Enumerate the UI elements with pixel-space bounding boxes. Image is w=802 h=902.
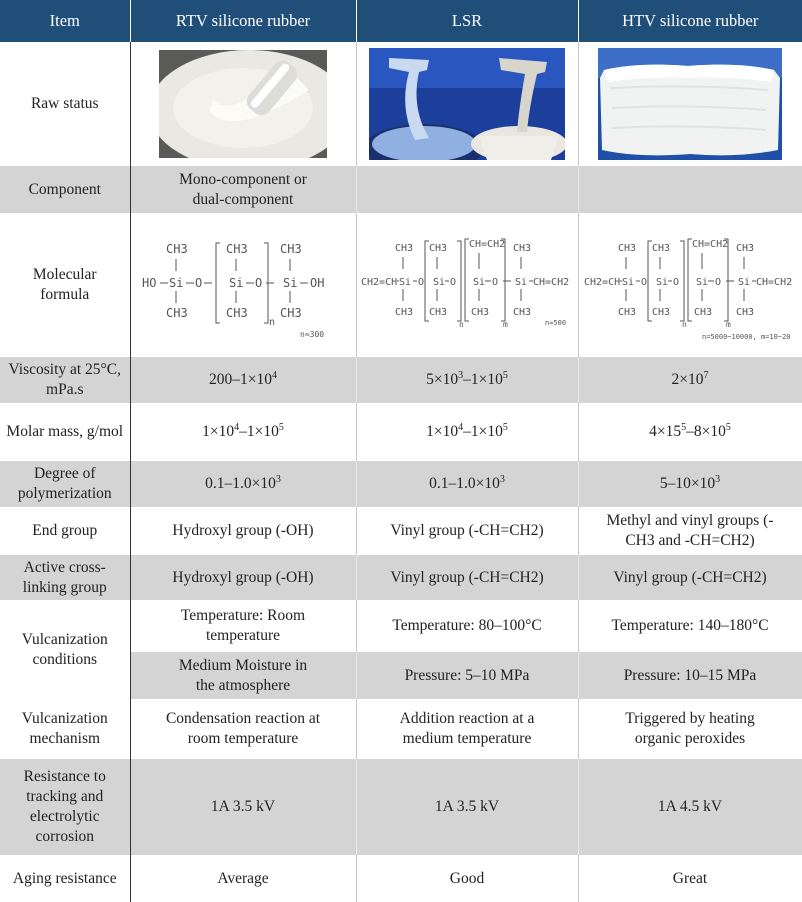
lsr-raw-image [356, 42, 578, 166]
htv-vulc-temperature: Temperature: 140–180°C [578, 600, 802, 652]
lsr-aging: Good [356, 855, 578, 902]
lsr-vulc-mechanism: Addition reaction at a medium temperature [356, 699, 578, 759]
lsr-polymerization: $0.1-1.0\times 10^3$ [356, 461, 578, 507]
rtv-aging: Average [130, 855, 356, 902]
svg-text:CH3: CH3 [694, 307, 713, 318]
rtv-polymerization: $0.1-1.0\times 10^3$ [130, 461, 356, 507]
header-lsr: LSR [356, 0, 578, 42]
svg-text:Si: Si [399, 277, 412, 288]
row-molecular [0, 213, 802, 357]
svg-text:n=5000~10000, m=10~20: n=5000~10000, m=10~20 [702, 333, 791, 341]
header-htv: HTV silicone rubber [578, 0, 802, 42]
item-polymerization: Degree of polymerization [0, 461, 130, 507]
row-aging [0, 855, 802, 902]
item-component: Component [0, 166, 130, 213]
item-molar-mass: Molar mass, g/mol [0, 403, 130, 461]
lsr-molecular [356, 213, 578, 357]
htv-molecular [578, 213, 802, 357]
svg-text:CH3: CH3 [429, 243, 448, 254]
lsr-tracking: 1A 3.5 kV [356, 759, 578, 855]
rtv-molecular-formula [140, 225, 346, 345]
htv-polymerization: $5-10\times 10^3$ [578, 461, 802, 507]
svg-text:Si: Si [738, 277, 751, 288]
row-active-group [0, 555, 802, 600]
svg-text:CH3: CH3 [166, 306, 188, 320]
svg-text:CH3: CH3 [736, 307, 755, 318]
svg-text:n: n [459, 320, 464, 329]
svg-text:n≈300: n≈300 [300, 330, 325, 339]
lsr-viscosity: $5\times 10^3-1\times 10^5$ [356, 357, 578, 403]
svg-text:CH=CH2: CH=CH2 [692, 239, 729, 250]
svg-text:m: m [726, 320, 731, 329]
htv-molar-mass: $4\times 15^5-8\times 10^5$ [578, 403, 802, 461]
htv-active-group: Vinyl group (-CH=CH2) [578, 555, 802, 600]
row-component [0, 166, 802, 213]
lsr-molecular-formula [361, 225, 573, 345]
svg-text:Si: Si [656, 277, 669, 288]
svg-text:CH3: CH3 [226, 242, 248, 256]
rtv-vulc-moisture: Medium Moisture in the atmosphere [130, 652, 356, 699]
htv-photo [598, 48, 782, 160]
htv-end-group: Methyl and vinyl groups (-CH3 and -CH=CH2) [578, 507, 802, 555]
htv-vulc-mechanism: Triggered by heating organic peroxides [578, 699, 802, 759]
svg-text:CH3: CH3 [166, 242, 188, 256]
row-tracking [0, 759, 802, 855]
item-vulc-mechanism: Vulcanization mechanism [0, 699, 130, 759]
item-vulc-conditions: Vulcanization conditions [0, 600, 130, 699]
htv-aging: Great [578, 855, 802, 902]
htv-viscosity: $2\times 10^7$ [578, 357, 802, 403]
svg-text:CH=CH2: CH=CH2 [533, 277, 570, 288]
row-viscosity [0, 357, 802, 403]
htv-vulc-pressure: Pressure: 10–15 MPa [578, 652, 802, 699]
svg-text:n: n [269, 317, 276, 328]
svg-text:m: m [503, 320, 508, 329]
rtv-viscosity: $200-1\times 10^4$ [130, 357, 356, 403]
lsr-photo [369, 48, 565, 160]
htv-component [578, 166, 802, 213]
svg-text:CH2=CH: CH2=CH [361, 277, 398, 288]
svg-text:CH3: CH3 [652, 307, 671, 318]
lsr-vulc-pressure: Pressure: 5–10 MPa [356, 652, 578, 699]
svg-text:CH=CH2: CH=CH2 [469, 239, 506, 250]
rtv-end-group: Hydroxyl group (-OH) [130, 507, 356, 555]
item-molecular: Molecular formula [0, 213, 130, 357]
lsr-component [356, 166, 578, 213]
svg-text:CH3: CH3 [513, 307, 532, 318]
item-end-group: End group [0, 507, 130, 555]
svg-text:CH3: CH3 [618, 243, 637, 254]
rtv-tracking: 1A 3.5 kV [130, 759, 356, 855]
rtv-raw-image [130, 42, 356, 166]
svg-text:CH3: CH3 [280, 306, 302, 320]
svg-text:CH3: CH3 [513, 243, 532, 254]
item-tracking: Resistance to tracking and electrolytic corrosion [0, 759, 130, 855]
svg-text:O: O [450, 277, 457, 288]
svg-text:CH3: CH3 [395, 243, 414, 254]
lsr-active-group: Vinyl group (-CH=CH2) [356, 555, 578, 600]
svg-text:CH3: CH3 [395, 307, 414, 318]
svg-text:O: O [673, 277, 680, 288]
lsr-vulc-temperature: Temperature: 80–100°C [356, 600, 578, 652]
svg-text:CH3: CH3 [226, 306, 248, 320]
svg-text:CH3: CH3 [618, 307, 637, 318]
htv-molecular-formula [584, 225, 796, 345]
row-vulc-mechanism [0, 699, 802, 759]
svg-text:Si: Si [169, 276, 184, 290]
svg-text:Si: Si [433, 277, 446, 288]
lsr-end-group: Vinyl group (-CH=CH2) [356, 507, 578, 555]
lsr-molar-mass: $1\times 10^4-1\times 10^5$ [356, 403, 578, 461]
row-raw-status [0, 42, 802, 166]
item-aging: Aging resistance [0, 855, 130, 902]
htv-tracking: 1A 4.5 kV [578, 759, 802, 855]
svg-text:Si: Si [696, 277, 709, 288]
svg-text:O: O [418, 277, 425, 288]
svg-text:Si: Si [229, 276, 244, 290]
rtv-vulc-temperature: Temperature: Room temperature [130, 600, 356, 652]
svg-text:CH3: CH3 [736, 243, 755, 254]
row-polymerization [0, 461, 802, 507]
item-active-group: Active cross-linking group [0, 555, 130, 600]
row-molar-mass [0, 403, 802, 461]
svg-text:CH3: CH3 [429, 307, 448, 318]
item-viscosity: Viscosity at 25°C, mPa.s [0, 357, 130, 403]
svg-text:CH2=CH: CH2=CH [584, 277, 621, 288]
svg-text:O: O [492, 277, 499, 288]
svg-text:CH3: CH3 [652, 243, 671, 254]
svg-text:O: O [715, 277, 722, 288]
svg-text:Si: Si [473, 277, 486, 288]
row-end-group [0, 507, 802, 555]
svg-text:n: n [682, 320, 687, 329]
svg-text:OH: OH [310, 276, 325, 290]
svg-text:O: O [195, 276, 203, 290]
svg-text:Si: Si [622, 277, 635, 288]
svg-text:CH=CH2: CH=CH2 [756, 277, 793, 288]
svg-text:n≈500: n≈500 [545, 319, 567, 327]
svg-text:O: O [255, 276, 263, 290]
htv-raw-image [578, 42, 802, 166]
rtv-molecular [130, 213, 356, 357]
rtv-molar-mass: $1\times 10^4-1\times 10^5$ [130, 403, 356, 461]
item-raw-status: Raw status [0, 42, 130, 166]
svg-text:Si: Si [283, 276, 298, 290]
rtv-active-group: Hydroxyl group (-OH) [130, 555, 356, 600]
svg-text:HO: HO [142, 276, 157, 290]
header-item: Item [0, 0, 130, 42]
rtv-component: Mono-component or dual-component [130, 166, 356, 213]
header-rtv: RTV silicone rubber [130, 0, 356, 42]
row-vulc-conditions-1 [0, 600, 802, 652]
svg-text:O: O [641, 277, 648, 288]
rtv-vulc-mechanism: Condensation reaction at room temperature [130, 699, 356, 759]
svg-text:Si: Si [515, 277, 528, 288]
svg-text:CH3: CH3 [471, 307, 490, 318]
rtv-photo [159, 50, 327, 158]
header-row [0, 0, 802, 42]
svg-text:CH3: CH3 [280, 242, 302, 256]
